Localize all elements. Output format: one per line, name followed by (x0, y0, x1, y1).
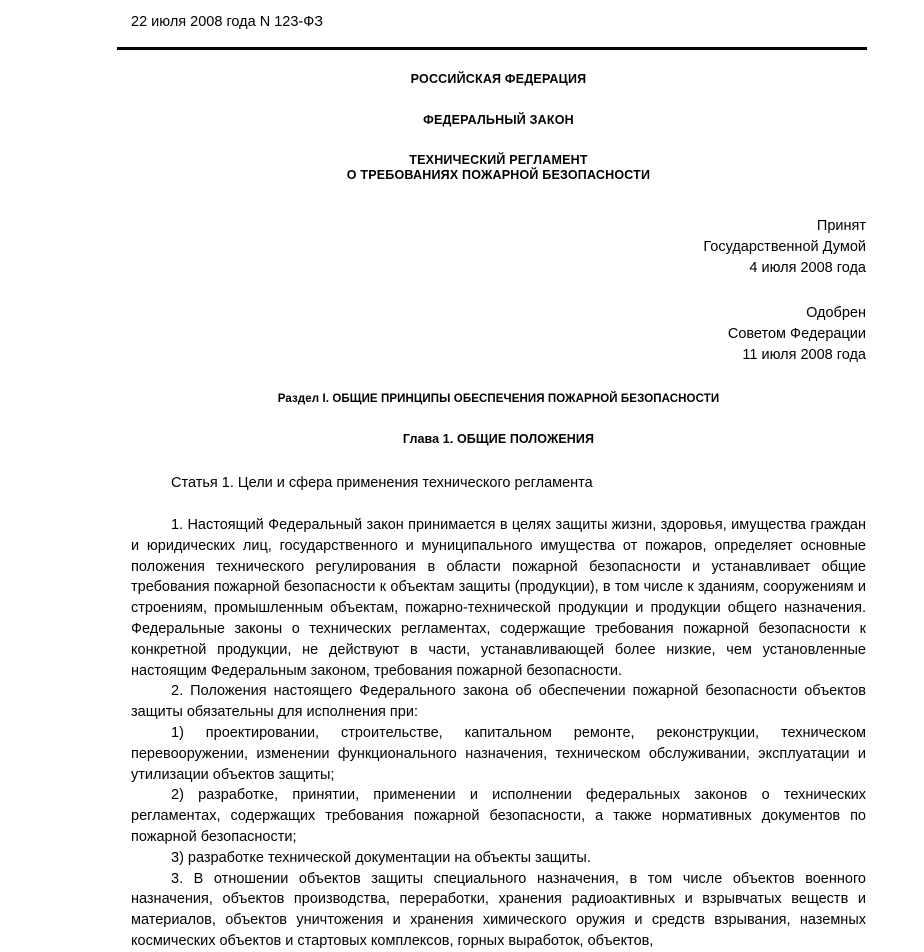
approval-block (131, 303, 866, 366)
document-reference-line: 22 июля 2008 года N 123-ФЗ (131, 14, 324, 30)
adoption-date: 4 июля 2008 года (749, 260, 866, 276)
paragraph: 3) разработке технической документации на объекты защиты. (171, 849, 591, 866)
approval-label: Одобрен (806, 305, 866, 321)
chapter-heading: Глава 1. ОБЩИЕ ПОЛОЖЕНИЯ (402, 432, 595, 446)
paragraph: 2) разработке, принятии, применении и исполнении федеральных законов о технических регламентах, содержащих требования пожарной безопасности, а также нормативных документов по пожарной безопасности; (131, 787, 866, 845)
adoption-body: Государственной Думой (703, 239, 866, 255)
section-heading: Раздел I. ОБЩИЕ ПРИНЦИПЫ ОБЕСПЕЧЕНИЯ ПОЖАРНОЙ БЕЗОПАСНОСТИ (277, 393, 720, 405)
adoption-block (131, 216, 866, 279)
adoption-label: Принят (816, 218, 866, 234)
title-regulation-line-2: О ТРЕБОВАНИЯХ ПОЖАРНОЙ БЕЗОПАСНОСТИ (346, 168, 651, 182)
paragraph: 3. В отношении объектов защиты специального назначения, в том числе объектов военного назначения, объектов производства, переработки, хранения радиоактивных и взрывчатых веществ и материалов, объектов уничтожения и хранения химического оружия и средств взрывания, наземных космических объектов и стартовых комплексов, горных выработок, объектов, (131, 870, 866, 949)
paragraph: 2. Положения настоящего Федерального закона об обеспечении пожарной безопасности объектов защиты обязательны для исполнения при: (131, 683, 866, 721)
article-body (131, 515, 866, 952)
title-regulation-line-1: ТЕХНИЧЕСКИЙ РЕГЛАМЕНТ (409, 153, 588, 167)
paragraph: 1. Настоящий Федеральный закон принимается в целях защиты жизни, здоровья, имущества граждан и юридических лиц, государственного и муниципального имущества от пожаров, определяет основные положения технического регулирования в области пожарной безопасности и устанавливает общие требования пожарной безопасности к объектам защиты (продукции), в том числе к зданиям, сооружениям и строениям, промышленным объектам, пожарно-технической продукции и продукции общего назначения. Федеральные законы о технических регламентах, содержащие требования пожарной безопасности к конкретной продукции, не действуют в части, устанавливающей более низкие, чем установленные настоящим Федеральным законом, требования пожарной безопасности. (131, 517, 866, 679)
paragraph: 1) проектировании, строительстве, капитальном ремонте, реконструкции, техническом перевооружении, изменении функционального назначения, техническом обслуживании, эксплуатации и утилизации объектов защиты; (131, 724, 866, 783)
title-country: РОССИЙСКАЯ ФЕДЕРАЦИЯ (410, 72, 587, 86)
article-title: Статья 1. Цели и сфера применения технического регламента (171, 475, 593, 491)
title-law-type: ФЕДЕРАЛЬНЫЙ ЗАКОН (423, 113, 574, 127)
header-divider (117, 47, 867, 50)
document-content (131, 64, 866, 952)
approval-date: 11 июля 2008 года (742, 347, 866, 363)
approval-body: Советом Федерации (727, 326, 866, 342)
